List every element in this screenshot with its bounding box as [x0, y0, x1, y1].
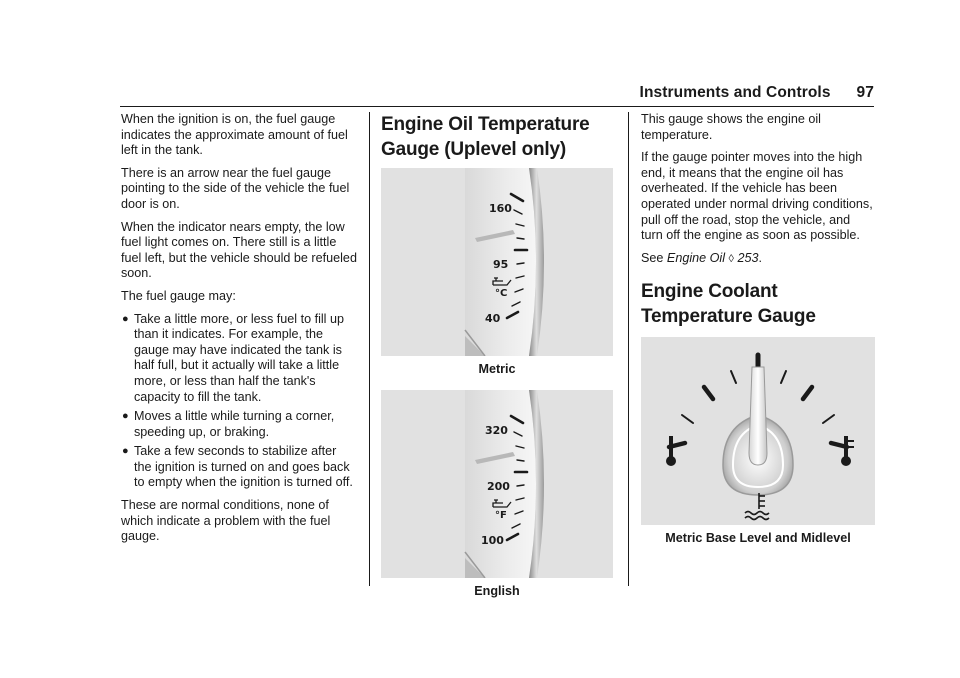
gauge-label: 160 [489, 202, 512, 215]
english-gauge-figure [381, 390, 613, 578]
cross-reference-page[interactable]: 253 [737, 250, 759, 265]
column-divider [369, 112, 370, 586]
bullet-list [121, 312, 357, 492]
column-coolant-gauge [641, 112, 875, 559]
see-suffix: . [758, 250, 762, 265]
coolant-temp-gauge-illustration [641, 337, 875, 525]
section-heading: Engine Coolant Temperature Gauge [641, 281, 816, 328]
figure-caption: English [474, 583, 520, 598]
gauge-unit: °F [495, 509, 507, 521]
bullet-icon: ● [122, 312, 129, 325]
oil-temp-gauge-english-illustration [381, 390, 613, 578]
paragraph: There is an arrow near the fuel gauge pointing to the side of the vehicle the fuel door is on. [121, 165, 350, 211]
list-item-text: Take a little more, or less fuel to fill up than it indicates. For example, the gauge may have indicated the tank is half full, but it actually will take a little more, or less than half the tank's capacity to fill the tank. [134, 311, 344, 404]
bullet-icon: ● [122, 445, 129, 458]
section-heading: Engine Oil Temperature Gauge (Uplevel only) [381, 114, 590, 160]
list-item [121, 444, 357, 491]
gauge-label: 200 [487, 479, 510, 493]
paragraph: When the indicator nears empty, the low fuel light comes on. There still is a little fuel left, but the vehicle should be refueled soon. [121, 219, 357, 281]
list-item-text: Take a few seconds to stabilize after the ignition is turned on and goes back to empty when the ignition is turned off. [134, 444, 353, 490]
coolant-gauge-figure [641, 337, 875, 525]
figure-caption: Metric [478, 362, 516, 376]
list-item-text: Moves a little while turning a corner, speeding up, or braking. [134, 409, 335, 439]
figure-caption: Metric Base Level and Midlevel [665, 531, 851, 546]
paragraph: When the ignition is on, the fuel gauge indicates the approximate amount of fuel left in the tank. [121, 112, 348, 158]
cross-reference-link[interactable]: Engine Oil [666, 250, 726, 265]
gauge-label: 40 [485, 312, 501, 325]
running-head [640, 84, 874, 102]
page-ref-icon: ◊ [728, 252, 734, 265]
gauge-label: 320 [485, 423, 508, 437]
page-number: 97 [856, 84, 874, 101]
list-item [121, 409, 357, 440]
column-divider [628, 112, 629, 586]
section-title: Instruments and Controls [639, 84, 831, 101]
column-oil-temp-gauge [381, 112, 613, 611]
list-item [121, 312, 357, 406]
paragraph: The fuel gauge may: [121, 288, 236, 303]
column-fuel-gauge [121, 112, 357, 552]
paragraph: This gauge shows the engine oil temperature. [641, 112, 821, 142]
gauge-label: 100 [481, 533, 504, 547]
oil-temp-gauge-metric-illustration [381, 168, 613, 356]
header-rule [120, 106, 874, 107]
see-prefix: See [641, 250, 664, 265]
gauge-unit: °C [495, 288, 508, 299]
gauge-label: 95 [493, 258, 509, 271]
bullet-icon: ● [122, 410, 129, 423]
metric-gauge-figure [381, 168, 613, 356]
cross-reference [641, 251, 875, 268]
paragraph: These are normal conditions, none of which indicate a problem with the fuel gauge. [121, 498, 331, 544]
paragraph: If the gauge pointer moves into the high end, it means that the engine oil has overheated. If the vehicle has been operated under normal driving conditions, pull off the road, stop the vehicle, and turn off the engine as soon as possible. [641, 150, 873, 243]
